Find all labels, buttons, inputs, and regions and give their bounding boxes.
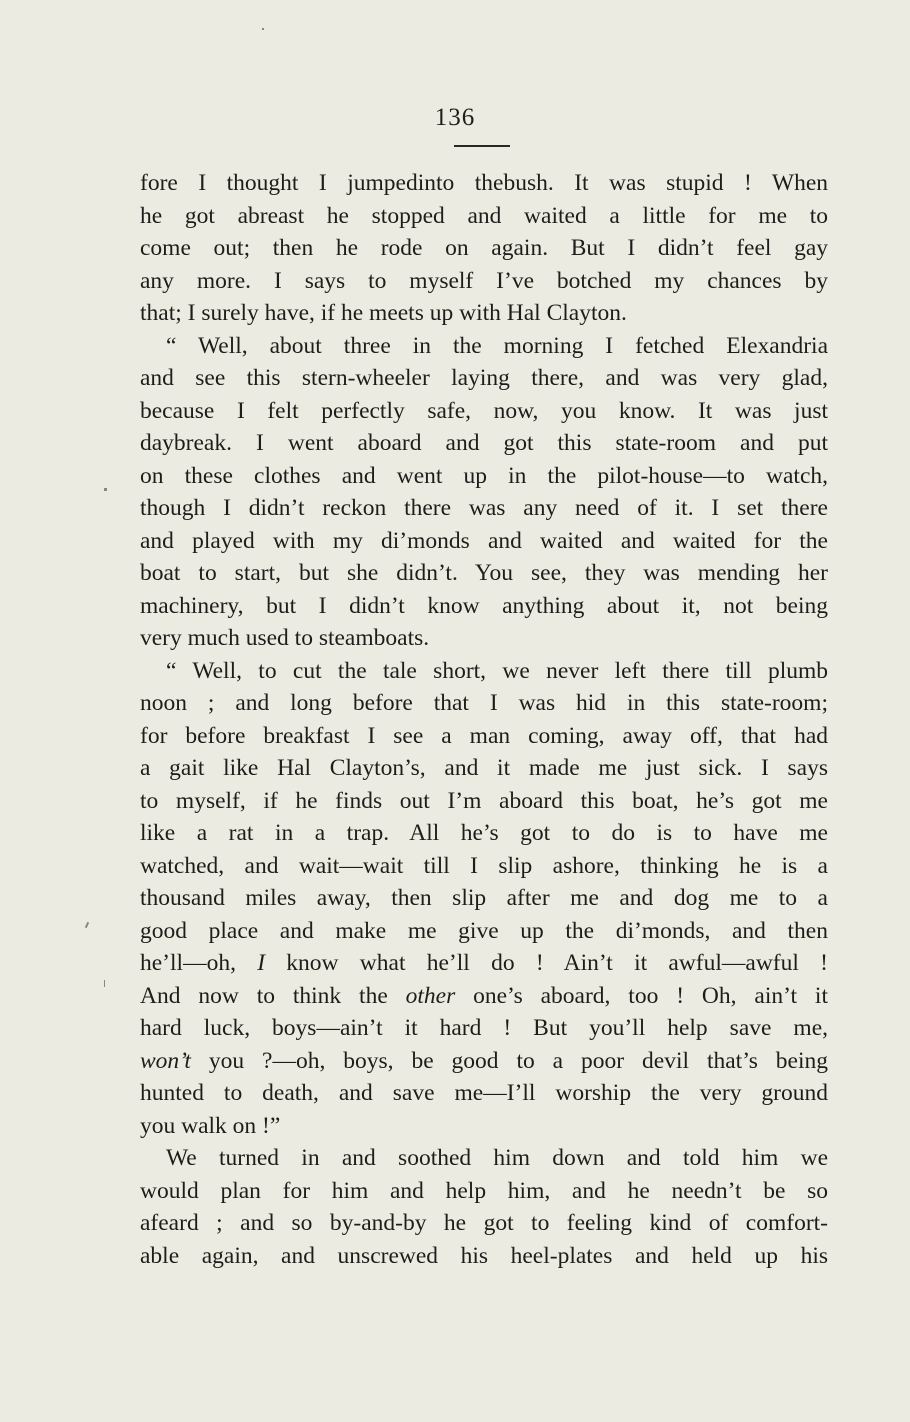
text-line: come out; then he rode on again. But I didn’t feel gay [140,235,828,261]
text-line: very much used to steamboats. [140,625,430,651]
line-segment: one’s aboard, too ! Oh, ain’t it [455,982,828,1009]
text-line: hunted to death, and save me—I’ll worship the very ground [140,1080,828,1106]
paper-speck [262,28,264,30]
paper-speck [104,980,105,987]
line-segment: he’ll—oh, [140,950,258,976]
italic-word: I [257,950,266,976]
text-line: able again, and unscrewed his heel-plates and held up his [140,1242,828,1269]
text-line: daybreak. I went aboard and got this state-room and put [140,430,828,456]
text-line: that; I surely have, if he meets up with Hal Clayton. [140,300,627,326]
text-line: to myself, if he finds out I’m aboard this boat, he’s got me [140,787,828,814]
text-line: We turned in and soothed him down and told him we [166,1145,828,1171]
text-line: noon ; and long before that I was hid in this state-room; [140,690,828,716]
text-line: “ Well, to cut the tale short, we never left there till plumb [166,657,828,684]
page-number: 136 [434,104,476,131]
text-line: though I didn’t reckon there was any need of it. I set there [140,495,828,521]
body-text [140,167,828,1272]
text-line: like a rat in a trap. All he’s got to do is to have me [140,820,828,846]
text-line: fore I thought I jumpedinto thebush. It was stupid ! When [140,170,828,196]
text-line: and played with my di’monds and waited and waited for the [140,527,828,554]
line-segment: you ?—oh, boys, be good to a poor devil that’s being [190,1047,828,1074]
text-line: boat to start, but she didn’t. You see, they was mending her [140,560,828,586]
text-line: you walk on !” [140,1112,281,1139]
text-line: hard luck, boys—ain’t it hard ! But you’ll help save me, [140,1015,828,1041]
text-line: afeard ; and so by-and-by he got to feeling kind of comfort- [140,1210,828,1236]
text-line: for before breakfast I see a man coming, away off, that had [140,722,828,749]
paper-speck [85,922,89,928]
italic-word: won’t [140,1047,191,1074]
text-line [140,980,828,1013]
line-segment: know what he’ll do ! Ain’t it awful—awful ! [265,950,828,976]
text-line [140,947,828,980]
italic-word: other [405,982,456,1009]
text-line: thousand miles away, then slip after me and dog me to a [140,885,828,911]
text-line: “ Well, about three in the morning I fetched Elexandria [166,332,828,359]
page-number-rule [454,145,510,147]
text-line: good place and make me give up the di’monds, and then [140,917,828,944]
paper-speck [104,488,107,491]
text-line: he got abreast he stopped and waited a little for me to [140,202,828,229]
text-line [140,1045,828,1078]
text-line: on these clothes and went up in the pilot-house—to watch, [140,462,828,489]
text-line: any more. I says to myself I’ve botched my chances by [140,267,828,294]
line-segment: And now to think the [140,982,406,1009]
text-line: and see this stern-wheeler laying there, and was very glad, [140,365,828,391]
text-line: watched, and wait—wait till I slip ashore, thinking he is a [140,852,828,879]
text-line: machinery, but I didn’t know anything about it, not being [140,592,828,619]
text-line: would plan for him and help him, and he needn’t be so [140,1177,828,1204]
text-line: a gait like Hal Clayton’s, and it made me just sick. I says [140,755,828,781]
text-line: because I felt perfectly safe, now, you know. It was just [140,397,828,424]
